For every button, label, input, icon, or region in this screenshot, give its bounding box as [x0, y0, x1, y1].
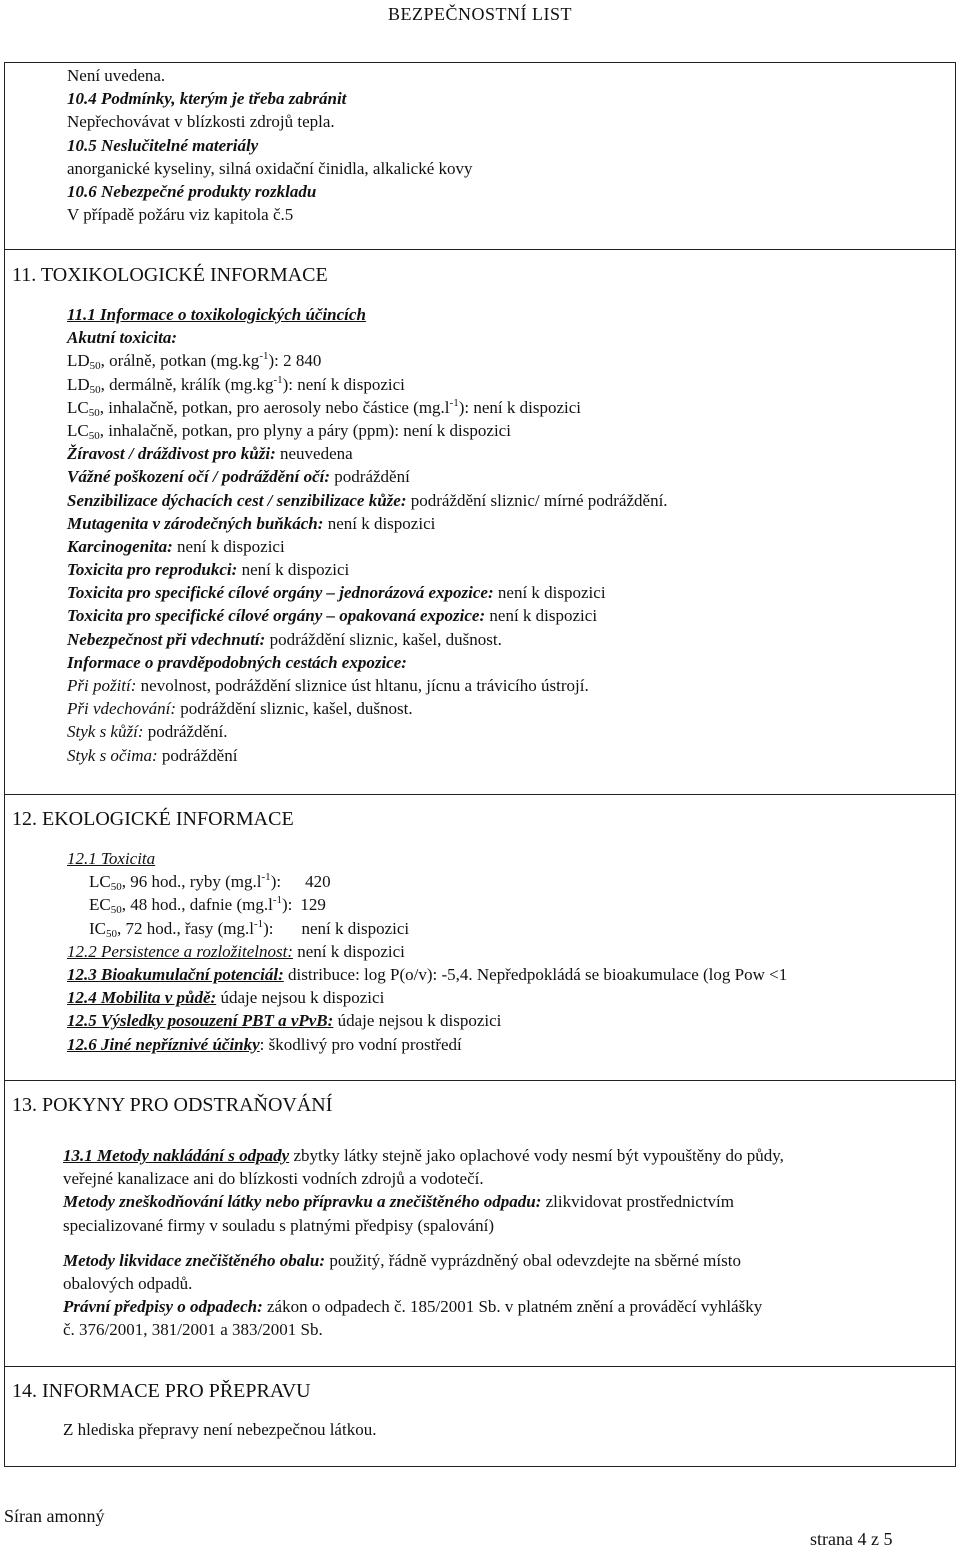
divider — [4, 249, 956, 250]
ic50-algae — [0, 917, 960, 940]
disposal-packaging — [0, 1249, 960, 1272]
row-key: Vážné poškození očí / podráždění očí: — [67, 467, 331, 487]
eco-item — [0, 1009, 960, 1032]
row-value: není k dispozici — [485, 606, 598, 626]
row-key: Žíravost / dráždivost pro kůži: — [67, 444, 276, 464]
footer-product-name: Síran amonný — [4, 1506, 105, 1526]
section-10-continued — [0, 64, 960, 226]
superscript: -1 — [261, 871, 271, 884]
ec50-daphnia — [0, 893, 960, 916]
text: , dermálně, králík (mg.kg — [100, 374, 274, 394]
label: Metody likvidace znečištěného obalu: — [63, 1250, 326, 1270]
eco-item — [0, 940, 960, 963]
row-value: není k dispozici — [493, 583, 606, 603]
subscript: 50 — [89, 383, 101, 396]
value: 129 — [300, 895, 326, 915]
row-key: Toxicita pro reprodukci: — [67, 560, 238, 580]
row-key: Toxicita pro specifické cílové orgány – jednorázová expozice: — [67, 583, 494, 603]
text-line: anorganické kyseliny, silná oxidační činidla, alkalické kovy — [67, 158, 473, 178]
ld50-oral — [0, 349, 960, 372]
superscript: -1 — [273, 373, 283, 386]
label: Právní předpisy o odpadech: — [63, 1297, 263, 1317]
subscript: 50 — [89, 360, 101, 373]
row-key: Senzibilizace dýchacích cest / senzibilizace kůže: — [67, 490, 407, 510]
acute-toxicity-label: Akutní toxicita: — [67, 328, 178, 348]
text: zákon o odpadech č. 185/2001 Sb. v platném znění a prováděcí vyhlášky — [262, 1297, 763, 1317]
tox-row — [0, 558, 960, 581]
superscript: -1 — [259, 350, 269, 363]
row-key: Mutagenita v zárodečných buňkách: — [67, 513, 324, 533]
subscript: 50 — [88, 429, 100, 442]
superscript: -1 — [272, 894, 282, 907]
subscript: 50 — [88, 406, 100, 419]
eco-item — [0, 986, 960, 1009]
subheading-10-5: 10.5 Neslučitelné materiály — [67, 135, 259, 155]
row-value: neuvedena — [275, 444, 353, 464]
eco-key: 12.5 Výsledky posouzení PBT a vPvB: — [67, 1011, 334, 1031]
text: , 96 hod., ryby (mg.l — [121, 872, 262, 892]
route-row — [0, 720, 960, 743]
route-value: podráždění sliznic, kašel, dušnost. — [176, 699, 413, 719]
text: LD — [67, 374, 90, 394]
row-value: podráždění sliznic, kašel, dušnost. — [265, 629, 502, 649]
text: , 72 hod., řasy (mg.l — [117, 918, 254, 938]
route-value: nevolnost, podráždění sliznice úst hltanu, jícnu a trávicího ústrojí. — [136, 676, 589, 695]
ld50-dermal — [0, 373, 960, 396]
eco-key: 12.6 Jiné nepříznivé účinky — [67, 1034, 260, 1054]
lc50-fish — [0, 870, 960, 893]
text: , 48 hod., dafnie (mg.l — [121, 895, 273, 915]
eco-key: 12.3 Bioakumulační potenciál: — [67, 964, 284, 984]
eco-value: distribuce: log P(o/v): -5,4. Nepředpokládá se bioakumulace (log Pow <1 — [283, 964, 788, 984]
subheading-10-6: 10.6 Nebezpečné produkty rozkladu — [67, 181, 317, 201]
section-14-title: 14. INFORMACE PRO PŘEPRAVU — [12, 1380, 311, 1402]
route-key: Styk s očima: — [67, 745, 158, 765]
divider — [4, 1466, 956, 1467]
route-key: Při požití: — [67, 676, 137, 695]
row-value: podráždění — [330, 467, 410, 487]
disposal-methods — [0, 1144, 960, 1167]
text: LD — [67, 351, 90, 371]
eco-value: : škodlivý pro vodní prostředí — [259, 1034, 462, 1054]
row-key: Informace o pravděpodobných cestách expozice: — [67, 652, 407, 672]
eco-value: údaje nejsou k dispozici — [216, 988, 385, 1008]
text: , inhalačně, potkan, pro plyny a páry (ppm): není k dispozici — [99, 420, 511, 440]
row-value: podráždění sliznic/ mírné podráždění. — [406, 490, 668, 510]
divider — [4, 794, 956, 795]
row-value: není k dispozici — [237, 560, 350, 580]
text: ): — [282, 895, 293, 915]
row-key: Karcinogenita: — [67, 536, 173, 556]
section-11-body — [0, 303, 960, 767]
eco-value: údaje nejsou k dispozici — [333, 1011, 502, 1031]
text: zlikvidovat prostřednictvím — [541, 1192, 735, 1212]
tox-row — [0, 628, 960, 651]
row-key: Toxicita pro specifické cílové orgány – opakovaná expozice: — [67, 606, 486, 626]
route-value: podráždění — [157, 745, 238, 765]
text-line: V případě požáru viz kapitola č.5 — [67, 205, 294, 225]
footer-page-number: strana 4 z 5 — [810, 1529, 893, 1549]
divider — [4, 1080, 956, 1081]
text: , inhalačně, potkan, pro aerosoly nebo částice (mg.l — [99, 397, 450, 417]
text: EC — [89, 895, 111, 915]
waste-legislation — [0, 1295, 960, 1318]
section-11-title: 11. TOXIKOLOGICKÉ INFORMACE — [12, 264, 328, 286]
divider — [4, 1366, 956, 1367]
row-key: Nebezpečnost při vdechnutí: — [67, 629, 266, 649]
subheading-13-1: 13.1 Metody nakládání s odpady — [63, 1146, 290, 1165]
tox-row — [0, 651, 960, 674]
subheading-12-1: 12.1 Toxicita — [67, 849, 156, 868]
text-line: Není uvedena. — [67, 66, 166, 85]
text-line: specializované firmy v souladu s platnými předpisy (spalování) — [63, 1215, 495, 1235]
text-line: Z hlediska přepravy není nebezpečnou látkou. — [63, 1420, 377, 1439]
text: ): 2 840 — [268, 351, 322, 371]
text: IC — [89, 918, 106, 938]
eco-key: 12.4 Mobilita v půdě: — [67, 988, 217, 1008]
tox-row — [0, 465, 960, 488]
tox-row — [0, 581, 960, 604]
subheading-11-1: 11.1 Informace o toxikologických účincích — [67, 305, 366, 324]
section-12-body — [0, 847, 960, 1056]
tox-row — [0, 512, 960, 535]
text: ): — [270, 872, 282, 892]
eco-key: 12.2 Persistence a rozložitelnost: — [67, 941, 294, 961]
subscript: 50 — [110, 904, 122, 917]
eco-item — [0, 963, 960, 986]
section-13-title: 13. POKYNY PRO ODSTRAŇOVÁNÍ — [12, 1094, 333, 1116]
value: 420 — [305, 872, 331, 892]
route-row — [0, 697, 960, 720]
tox-row — [0, 442, 960, 465]
superscript: -1 — [449, 396, 459, 409]
row-value: není k dispozici — [172, 536, 285, 556]
lc50-aerosol — [0, 396, 960, 419]
section-13-body — [0, 1144, 960, 1342]
superscript: -1 — [253, 917, 264, 930]
text-line: č. 376/2001, 381/2001 a 383/2001 Sb. — [63, 1320, 323, 1340]
text: LC — [67, 397, 89, 417]
tox-row — [0, 489, 960, 512]
text: LC — [89, 872, 111, 892]
text: , orálně, potkan (mg.kg — [100, 351, 260, 371]
row-value: není k dispozici — [323, 513, 436, 533]
page-header-title: BEZPEČNOSTNÍ LIST — [388, 4, 572, 24]
subscript: 50 — [106, 927, 117, 940]
route-key: Styk s kůží: — [67, 722, 144, 742]
tox-row — [0, 604, 960, 627]
section-14-body — [0, 1418, 960, 1441]
route-row — [0, 744, 960, 767]
text-line: obalových odpadů. — [63, 1273, 193, 1293]
label: Metody zneškodňování látky nebo přípravku a znečištěného odpadu: — [63, 1192, 542, 1212]
eco-value: není k dispozici — [293, 941, 405, 961]
text-line: Nepřechovávat v blízkosti zdrojů tepla. — [67, 112, 335, 132]
text: zbytky látky stejně jako oplachové vody nesmí být vypouštěny do půdy, — [289, 1146, 784, 1165]
route-row — [0, 674, 960, 697]
subscript: 50 — [110, 881, 122, 894]
route-key: Při vdechování: — [67, 699, 177, 719]
text: ): není k dispozici — [458, 397, 581, 417]
lc50-gas — [0, 419, 960, 442]
value: není k dispozici — [301, 918, 410, 938]
text-line: veřejné kanalizace ani do blízkosti vodních zdrojů a vodotečí. — [63, 1169, 484, 1189]
tox-row — [0, 535, 960, 558]
text: ): není k dispozici — [282, 374, 405, 394]
text: ): — [263, 918, 274, 938]
text: použitý, řádně vyprázdněný obal odevzdejte na sběrné místo — [325, 1250, 741, 1270]
route-value: podráždění. — [143, 722, 228, 742]
eco-item — [0, 1033, 960, 1056]
text: LC — [67, 420, 89, 440]
disposal-substance — [0, 1190, 960, 1213]
section-12-title: 12. EKOLOGICKÉ INFORMACE — [12, 808, 294, 830]
subheading-10-4: 10.4 Podmínky, kterým je třeba zabránit — [67, 89, 347, 109]
